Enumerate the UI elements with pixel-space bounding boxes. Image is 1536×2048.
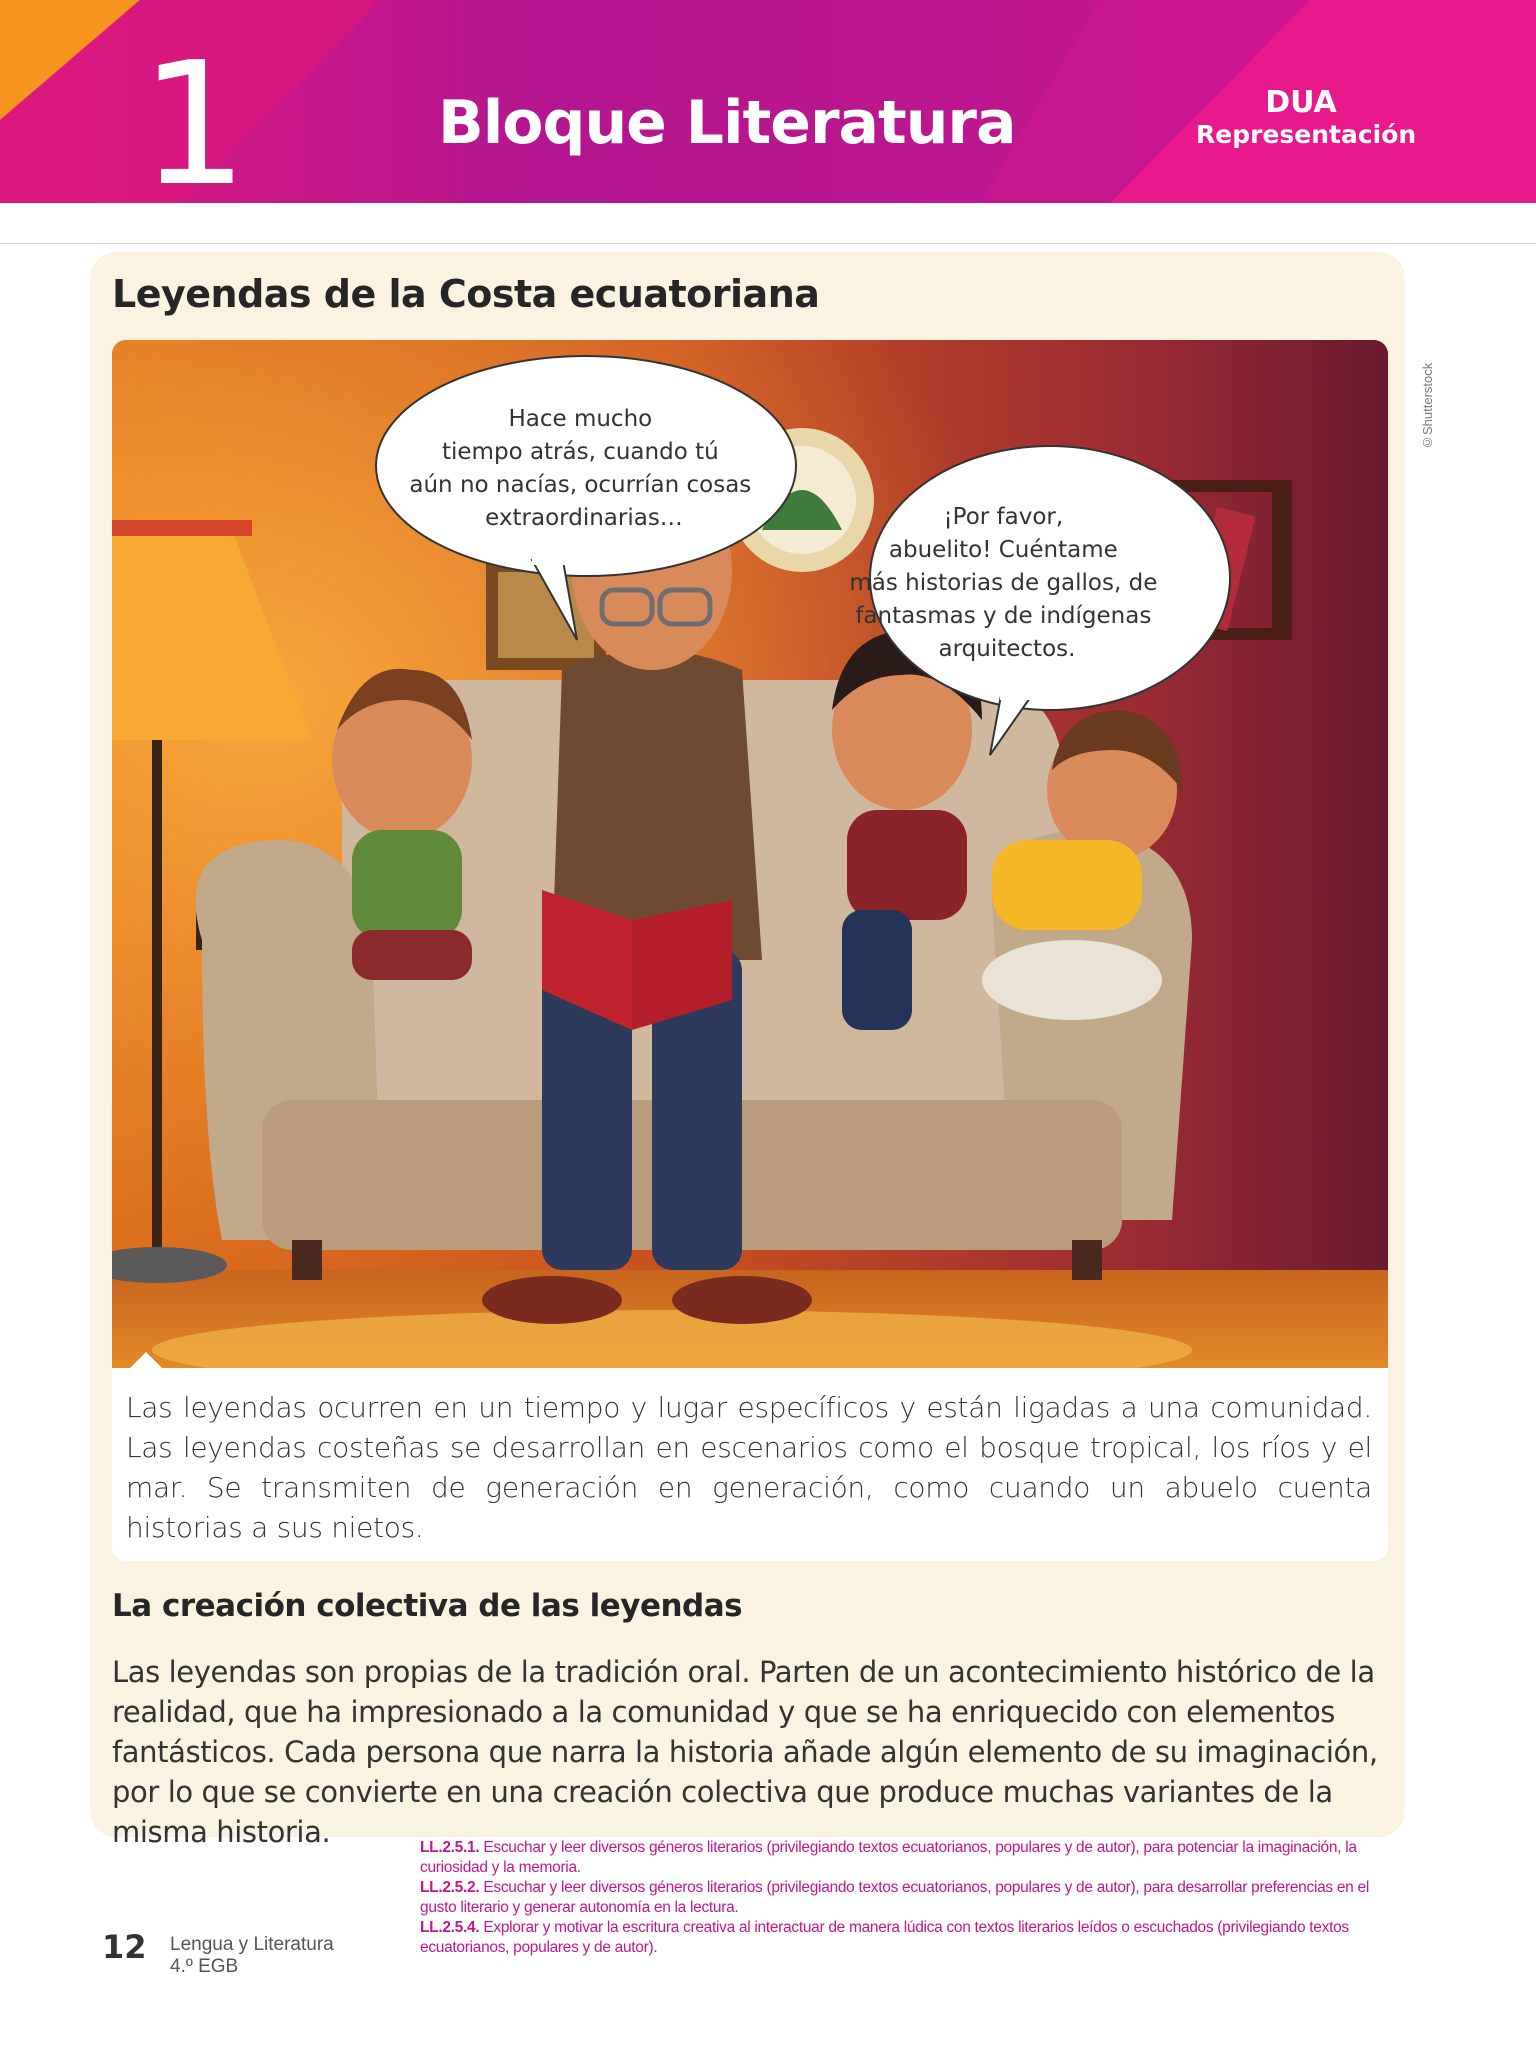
header-divider <box>0 243 1536 244</box>
skill-note <box>420 1878 1400 1918</box>
block-title: Bloque Literatura <box>438 88 1016 158</box>
book-title: Lengua y Literatura <box>170 1934 334 1955</box>
dua-subtitle: Representación <box>1196 120 1417 149</box>
section-title: Leyendas de la Costa ecuatoriana <box>112 272 820 316</box>
skill-note <box>420 1918 1400 1958</box>
bubble-right-text: ¡Por favor, abuelito! Cuéntame más historias de gallos, de fantasmas y de indígenas arquitectos. <box>849 504 1158 662</box>
book-grade: 4.º EGB <box>170 1956 239 1977</box>
skill-note <box>420 1838 1400 1878</box>
dua-title: DUA <box>1265 85 1337 120</box>
image-credit: ©Shutterstock <box>1420 362 1435 450</box>
bubble-left-text: Hace mucho tiempo atrás, cuando tú aún no nacías, ocurrían cosas extraordinarias… <box>409 406 752 531</box>
book-name <box>170 1934 334 1978</box>
skill-notes <box>420 1838 1400 1958</box>
skill-text: Escuchar y leer diversos géneros literarios (privilegiando textos ecuatorianos, populares y de autor), para potenciar la imaginación, la curiosidad y la memoria. <box>420 1839 1357 1876</box>
caption-notch <box>130 1352 162 1368</box>
page-header <box>0 0 1536 203</box>
section2-body: Las leyendas son propias de la tradición oral. Parten de un acontecimiento histórico de la realidad, que ha impresionado a la comunidad y que se ha enriquecido con elementos fantásticos. Cada persona que narra la historia añade algún elemento de su imaginación, por lo que se convierte en una creación colectiva que produce muchas variantes de la misma historia. <box>112 1655 1378 1849</box>
storytelling-illustration <box>112 340 1388 1370</box>
skill-code: LL.2.5.1. <box>420 1839 480 1856</box>
skill-text: Explorar y motivar la escritura creativa al interactuar de manera lúdica con textos literarios leídos o escuchados (privilegiando textos ecuatorianos, populares y de autor). <box>420 1919 1349 1956</box>
dua-label <box>1196 85 1417 150</box>
section2-title: La creación colectiva de las leyendas <box>112 1588 743 1624</box>
skill-text: Escuchar y leer diversos géneros literarios (privilegiando textos ecuatorianos, populares y de autor), para desarrollar preferencias en el gusto literario y generar autonomía en la lectura. <box>420 1879 1369 1916</box>
illustration-caption: Las leyendas ocurren en un tiempo y lugar específicos y están ligadas a una comunidad. Las leyendas costeñas se desarrollan en escenarios como el bosque tropical, los ríos y el mar. Se transmiten de generación en generación, como cuando un abuelo cuenta historias a sus nietos. <box>126 1391 1372 1544</box>
page-number: 12 <box>102 1928 147 1966</box>
skill-code: LL.2.5.2. <box>420 1879 480 1896</box>
skill-code: LL.2.5.4. <box>420 1919 480 1936</box>
chapter-number: 1 <box>140 26 249 203</box>
